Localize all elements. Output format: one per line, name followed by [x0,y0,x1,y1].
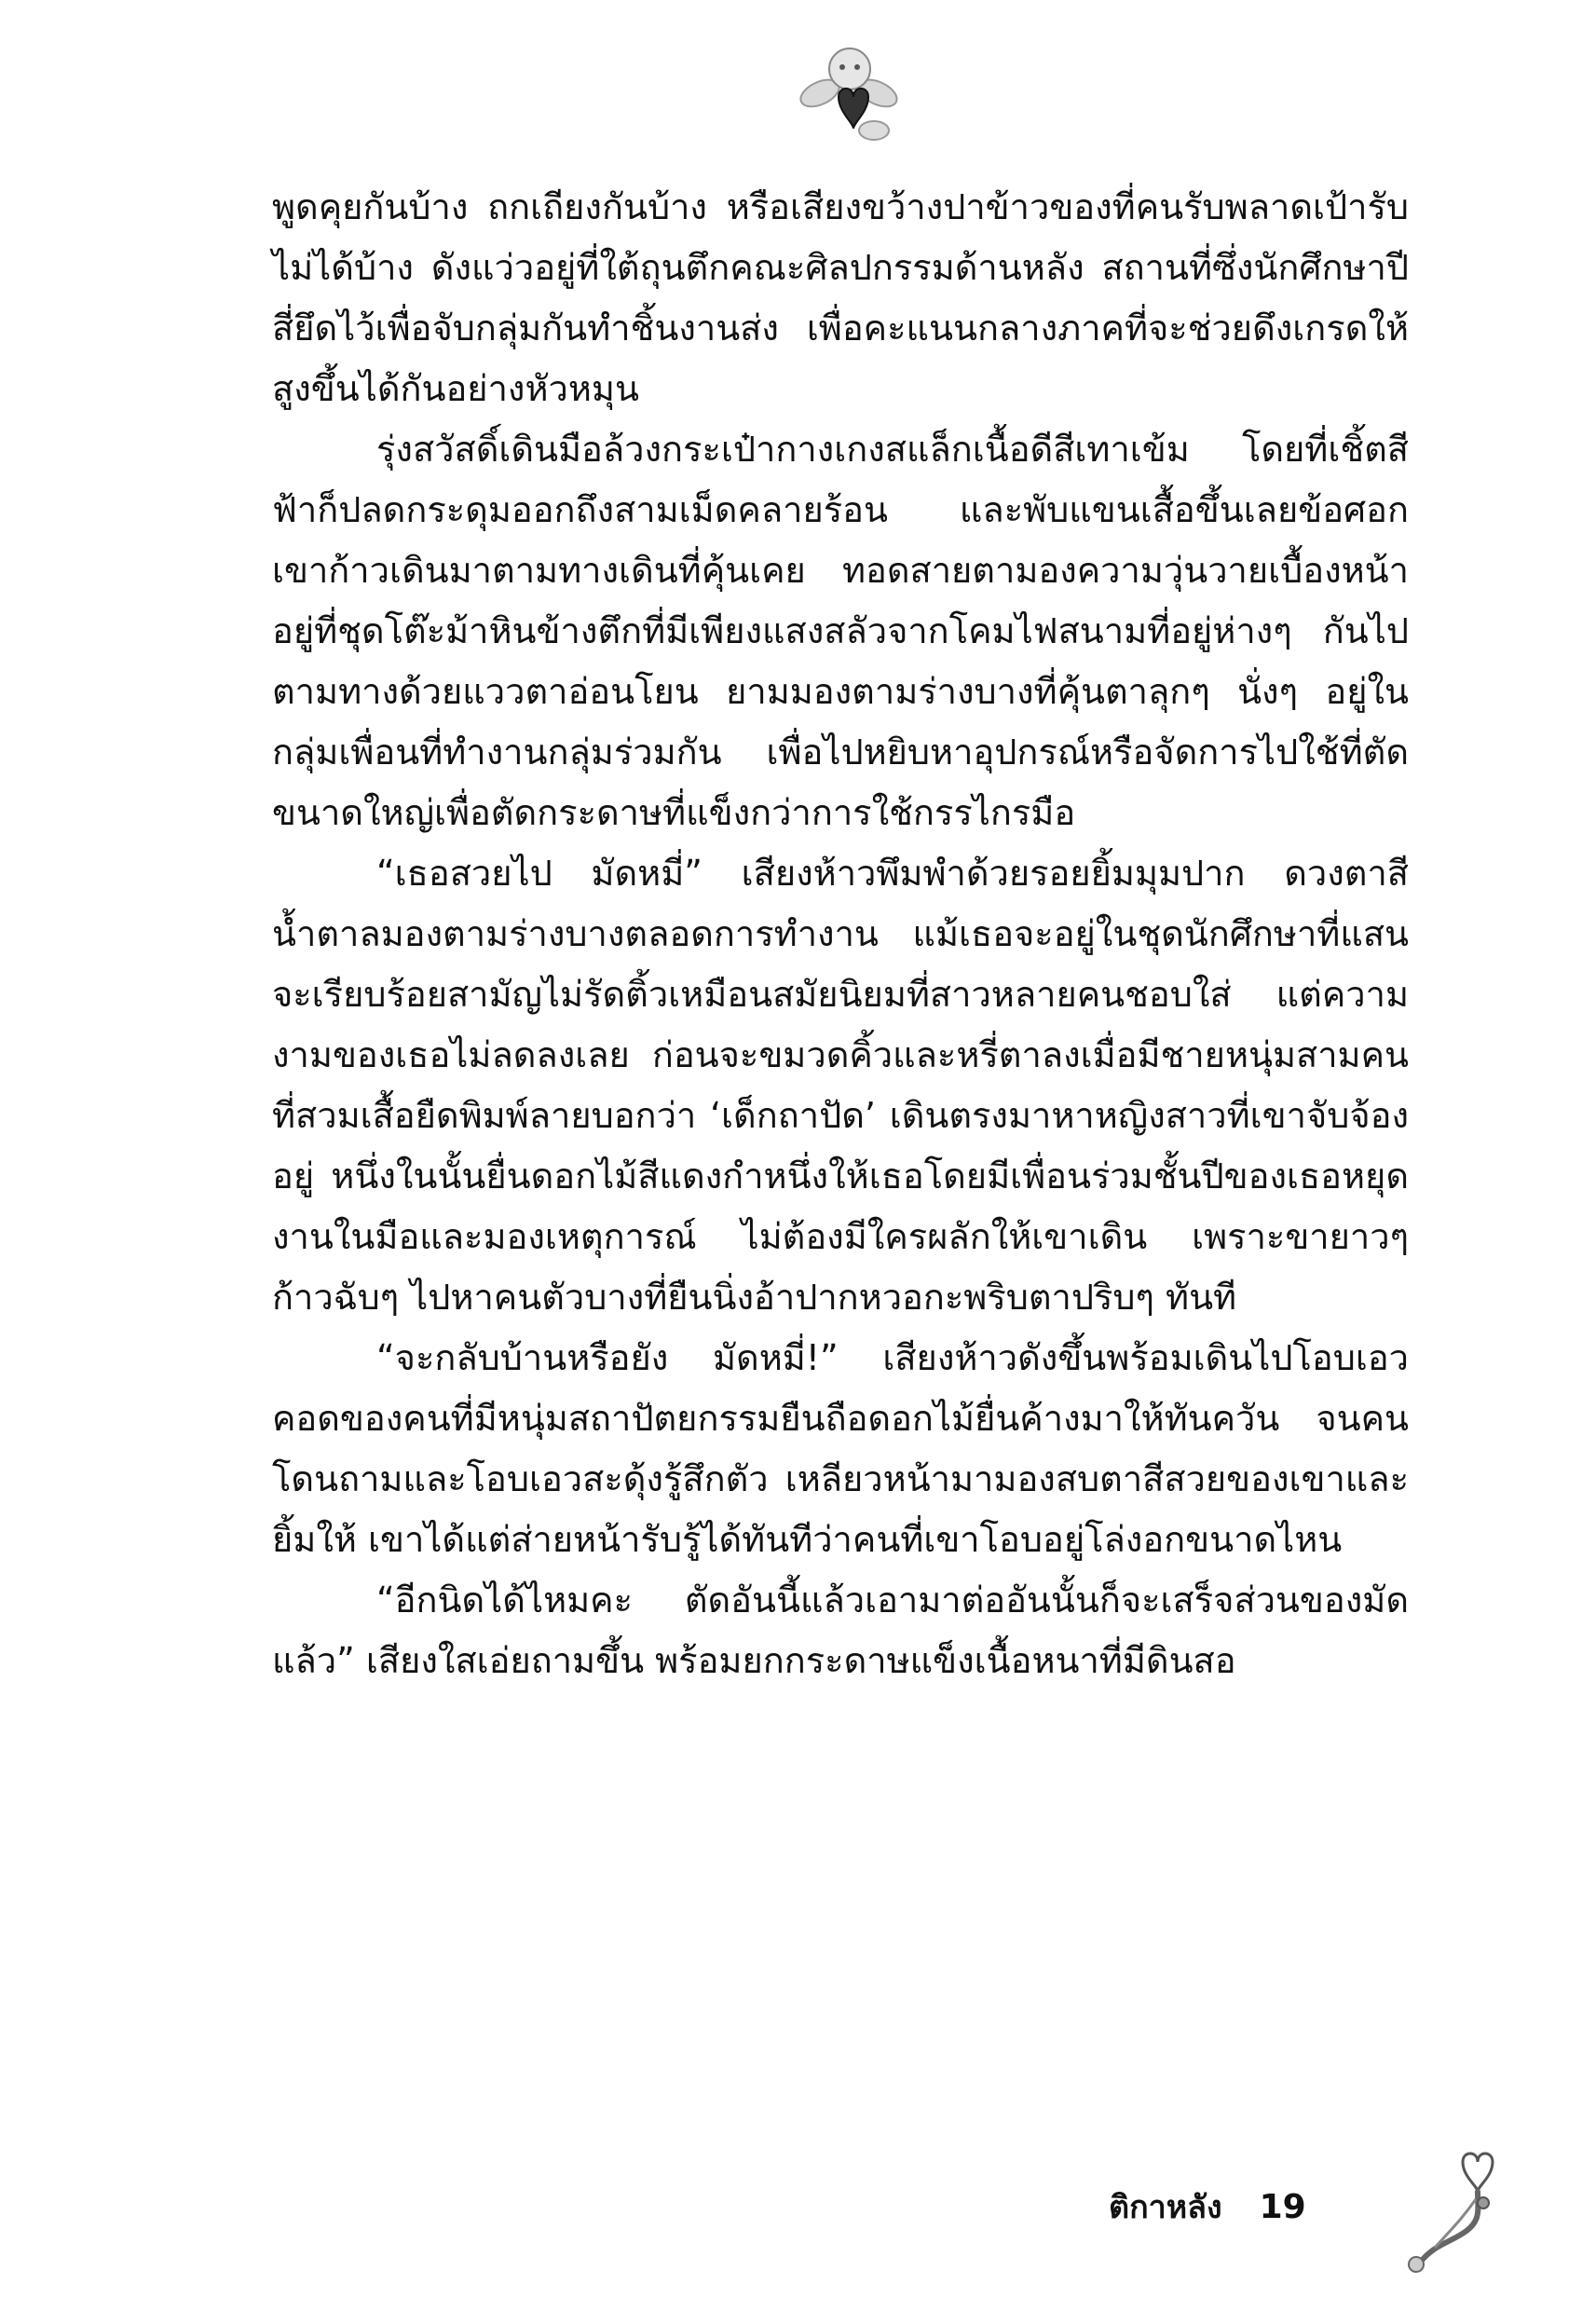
book-title: ติกาหลัง [1109,2189,1222,2226]
page-footer [1109,2179,1306,2235]
body-text [272,177,1409,1691]
paragraph: พูดคุยกันบ้าง ถกเถียงกันบ้าง หรือเสียงขว้างปาข้าวของที่คนรับพลาดเป้ารับไม่ได้บ้าง ดังแว่วอยู่ที่ใต้ถุนตึกคณะศิลปกรรมด้านหลัง สถานที่ซึ่งนักศึกษาปีสี่ยึดไว้เพื่อจับกลุ่มกันทำชิ้นงานส่ง เพื่อคะแนนกลางภาคที่จะช่วยดึงเกรดให้สูงขึ้นได้กันอย่างหัวหมุน [272,186,1409,409]
stethoscope-heart-icon [1398,2134,1509,2274]
paragraph: “อีกนิดได้ไหมคะ ตัดอันนี้แล้วเอามาต่ออันนั้นก็จะเสร็จส่วนของมัดแล้ว” เสียงใสเอ่ยถามขึ้น พร้อมยกกระดาษแข็งเนื้อหนาที่มีดินสอ [272,1579,1409,1681]
paragraph: “จะกลับบ้านหรือยัง มัดหมี่!” เสียงห้าวดังขึ้นพร้อมเดินไปโอบเอวคอดของคนที่มีหนุ่มสถาปัตยกรรมยืนถือดอกไม้ยื่นค้างมาให้ทันควัน จนคนโดนถามและโอบเอวสะดุ้งรู้สึกตัว เหลียวหน้ามามองสบตาสีสวยของเขาและยิ้มให้ เขาได้แต่ส่ายหน้ารับรู้ได้ทันทีว่าคนที่เขาโอบอยู่โล่งอกขนาดไหน [272,1337,1409,1560]
paragraph: “เธอสวยไป มัดหมี่” เสียงห้าวพึมพำด้วยรอยยิ้มมุมปาก ดวงตาสีน้ำตาลมองตามร่างบางตลอดการทำงาน แม้เธอจะอยู่ในชุดนักศึกษาที่แสนจะเรียบร้อยสามัญไม่รัดติ้วเหมือนสมัยนิยมที่สาวหลายคนชอบใส่ แต่ความงามของเธอไม่ลดลงเลย ก่อนจะขมวดคิ้วและหรี่ตาลงเมื่อมีชายหนุ่มสามคนที่สวมเสื้อยืดพิมพ์ลายบอกว่า ‘เด็กถาปัด’ เดินตรงมาหาหญิงสาวที่เขาจับจ้องอยู่ หนึ่งในนั้นยื่นดอกไม้สีแดงกำหนึ่งให้เธอโดยมีเพื่อนร่วมชั้นปีของเธอหยุดงานในมือและมองเหตุการณ์ ไม่ต้องมีใครผลักให้เขาเดิน เพราะขายาวๆ ก้าวฉับๆ ไปหาคนตัวบางที่ยืนนิ่งอ้าปากหวอกะพริบตาปริบๆ ทันที [272,853,1409,1318]
page-number: 19 [1259,2187,1306,2226]
paragraph: รุ่งสวัสดิ์เดินมือล้วงกระเป๋ากางเกงสแล็กเนื้อดีสีเทาเข้ม โดยที่เชิ้ตสีฟ้าก็ปลดกระดุมออกถึงสามเม็ดคลายร้อน และพับแขนเสื้อขึ้นเลยข้อศอก เขาก้าวเดินมาตามทางเดินที่คุ้นเคย ทอดสายตามองความวุ่นวายเบื้องหน้าอยู่ที่ชุดโต๊ะม้าหินข้างตึกที่มีเพียงแสงสลัวจากโคมไฟสนามที่อยู่ห่างๆ กันไปตามทางด้วยแววตาอ่อนโยน ยามมองตามร่างบางที่คุ้นตาลุกๆ นั่งๆ อยู่ในกลุ่มเพื่อนที่ทำงานกลุ่มร่วมกัน เพื่อไปหยิบหาอุปกรณ์หรือจัดการไปใช้ที่ตัดขนาดใหญ่เพื่อตัดกระดาษที่แข็งกว่าการใช้กรรไกรมือ [272,429,1409,833]
cupid-heart-ornament-icon [783,37,913,149]
